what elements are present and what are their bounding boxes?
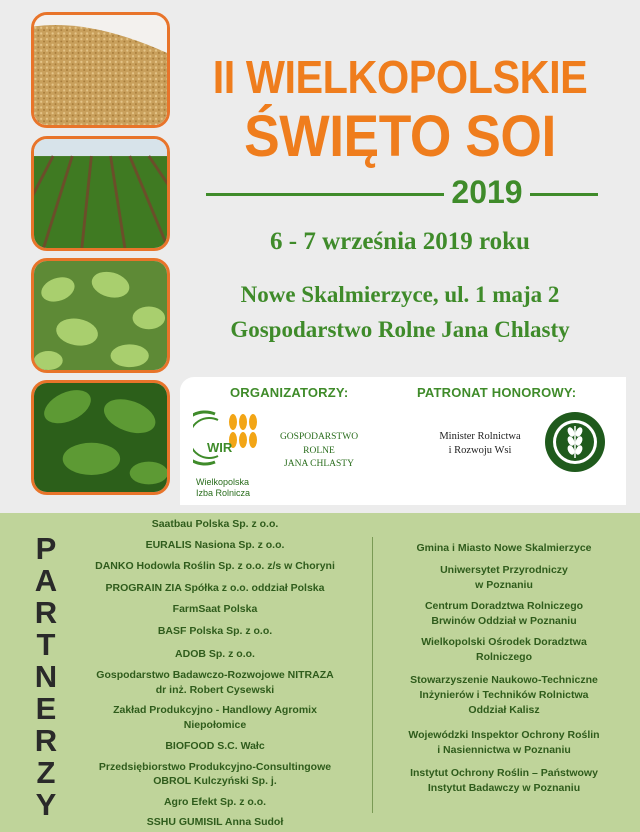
partners-letter: E [35, 691, 57, 726]
partner-left-item: PROGRAIN ZIA Spółka z o.o. oddział Polska [105, 582, 325, 594]
wir-logo-icon [193, 410, 259, 466]
event-year: 2019 [451, 174, 523, 210]
partners-letter: R [34, 595, 58, 630]
ministry-seal-icon [543, 410, 607, 474]
partner-right-item: Rolniczego [475, 651, 532, 663]
partner-right-item: Gmina i Miasto Nowe Skalmierzyce [416, 542, 592, 554]
partner-left-item: dr inż. Robert Cysewski [155, 684, 275, 696]
partner-left-item: BIOFOOD S.C. Wałc [165, 740, 265, 752]
partner-right-item: Oddział Kalisz [468, 704, 540, 716]
partner-right-item: w Poznaniu [475, 579, 533, 591]
partner-left-item: Saatbau Polska Sp. z o.o. [151, 518, 279, 530]
wir-caption-line2: Izba Rolnicza [196, 488, 251, 498]
event-venue: Gospodarstwo Rolne Jana Chlasty [230, 317, 570, 342]
organizers-panel [180, 377, 626, 505]
wir-caption-line1: Wielkopolska [196, 477, 250, 487]
partner-left-item: Gospodarstwo Badawczo-Rozwojowe NITRAZA [96, 669, 334, 681]
organizer-name-line3: JANA CHLASTY [284, 459, 354, 469]
partner-right-item: i Nasiennictwa w Poznaniu [437, 744, 571, 756]
partner-left-item: SSHU GUMISIL Anna Sudoł [146, 816, 284, 828]
partner-right-item: Wojewódzki Inspektor Ochrony Roślin [408, 729, 600, 741]
event-dates: 6 - 7 września 2019 roku [270, 228, 530, 255]
partner-left-item: Niepołomice [183, 719, 247, 731]
partner-right-item: Inżynierów i Techników Rolnictwa [419, 689, 589, 701]
partners-letter: R [34, 723, 58, 758]
partners-letter: P [35, 531, 57, 566]
partners-divider [372, 537, 373, 813]
partner-right-item: Brwinów Oddział w Poznaniu [431, 615, 577, 627]
partner-left-item: EURALIS Nasiona Sp. z o.o. [145, 539, 285, 551]
partners-letter: T [36, 627, 56, 662]
organizer-name-line1: GOSPODARSTWO [279, 432, 359, 442]
title-divider-left [206, 193, 444, 196]
soybean-meal-photo [31, 12, 170, 128]
partner-left-item: BASF Polska Sp. z o.o. [157, 625, 273, 637]
soybean-leaves-photo [31, 258, 170, 373]
partner-right-item: Stowarzyszenie Naukowo-Techniczne [410, 674, 598, 686]
wir-logo-text: WIR [207, 440, 233, 455]
soybean-field-photo [31, 136, 170, 251]
partners-letter: Y [35, 787, 57, 822]
patron-line1: Minister Rolnictwa [439, 431, 521, 442]
event-title-line1: II WIELKOPOLSKIE [212, 51, 588, 103]
organizers-heading: ORGANIZATORZY: [230, 385, 349, 400]
partner-right-item: Uniwersytet Przyrodniczy [440, 564, 568, 576]
event-address: Nowe Skalmierzyce, ul. 1 maja 2 [240, 282, 560, 307]
partner-left-item: OBROL Kulczyński Sp. j. [153, 775, 277, 787]
event-title-line2: ŚWIĘTO SOI [244, 104, 556, 169]
organizer-name-line2: ROLNE [303, 446, 335, 456]
partner-left-item: ADOB Sp. z o.o. [175, 648, 255, 660]
patron-line2: i Rozwoju Wsi [448, 445, 512, 456]
patronage-heading: PATRONAT HONOROWY: [417, 385, 577, 400]
partner-right-item: Wielkopolski Ośrodek Doradztwa [421, 636, 587, 648]
soybean-plant-photo [31, 380, 170, 495]
partners-letter: N [34, 659, 58, 694]
partner-left-item: FarmSaat Polska [172, 603, 258, 615]
partner-left-item: Przedsiębiorstwo Produkcyjno-Consultingowe [98, 761, 332, 773]
partners-letter: Z [36, 755, 56, 790]
partners-letter: A [34, 563, 58, 598]
partner-left-item: Zakład Produkcyjno - Handlowy Agromix [113, 704, 317, 716]
partner-left-item: DANKO Hodowla Roślin Sp. z o.o. z/s w Choryni [95, 560, 335, 572]
title-divider-right [530, 193, 598, 196]
partner-right-item: Instytut Badawczy w Poznaniu [427, 782, 581, 794]
partners-section [0, 513, 640, 832]
partner-left-item: Agro Efekt Sp. z o.o. [163, 796, 267, 808]
partner-right-item: Instytut Ochrony Roślin – Państwowy [410, 767, 598, 779]
partner-right-item: Centrum Doradztwa Rolniczego [424, 600, 584, 612]
